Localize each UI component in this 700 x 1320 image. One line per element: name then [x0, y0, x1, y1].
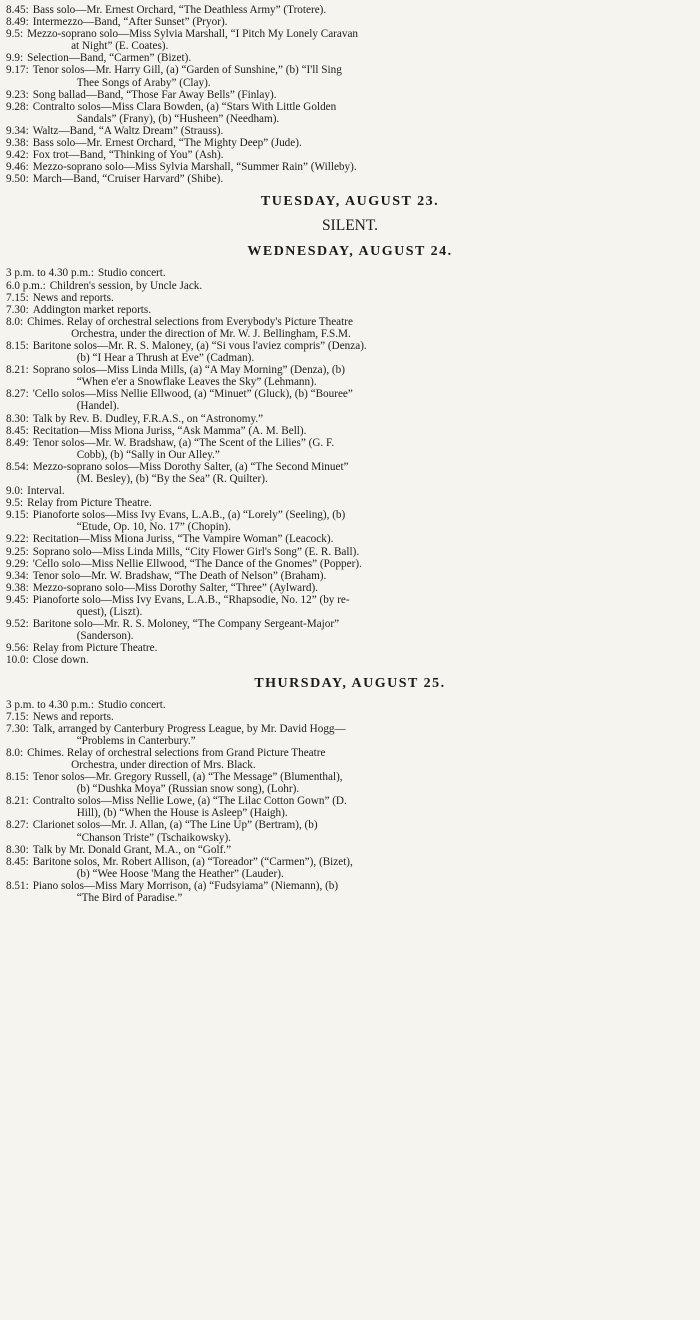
program-entry [6, 844, 694, 856]
entry-text [33, 723, 694, 747]
program-entry [6, 64, 694, 88]
entry-line: March—Band, “Cruiser Harvard” (Shibe). [32, 173, 224, 186]
entry-text [33, 413, 694, 425]
program-entry [6, 723, 694, 747]
entry-line: Sandals” (Frany), (b) “Husheen” (Needham). [76, 112, 280, 125]
entry-text [33, 461, 694, 485]
entry-line: Talk by Rev. B. Dudley, F.R.A.S., on “Astronomy.” [32, 412, 264, 425]
entry-line: Relay from Picture Theatre. [32, 642, 158, 655]
entry-line: “The Bird of Paradise.” [76, 892, 183, 904]
program-entry [6, 485, 694, 497]
program-entry [6, 340, 694, 364]
entry-time: 9.25: [6, 545, 29, 558]
entry-line: Hill), (b) “When the House is Asleep” (Haigh). [76, 807, 288, 820]
entry-line: Contralto solos—Miss Clara Bowden, (a) “Stars With Little Golden [32, 100, 337, 113]
entry-text [33, 509, 694, 533]
entry-text [33, 388, 694, 412]
program-entry [6, 267, 694, 279]
entry-text [33, 4, 694, 16]
entry-line: Baritone solos, Mr. Robert Allison, (a) “Toreador” (“Carmen”), (Bizet), [32, 855, 353, 868]
program-section [6, 243, 694, 666]
entry-line: Studio concert. [97, 267, 166, 280]
entry-time: 8.45: [6, 855, 29, 868]
program-entry [6, 618, 694, 642]
program-entry [6, 747, 694, 771]
program-entry [6, 699, 694, 711]
entry-time: 9.5: [6, 28, 24, 41]
entry-text [33, 64, 694, 88]
program-entry [6, 856, 694, 880]
entry-line: (M. Besley), (b) “By the Sea” (R. Quilter). [76, 473, 268, 485]
program-entry [6, 509, 694, 533]
program-entry [6, 161, 694, 173]
entry-line: Thee Songs of Araby” (Clay). [76, 76, 211, 89]
entry-line: Fox trot—Band, “Thinking of You” (Ash). [32, 149, 224, 162]
entry-line: (Handel). [76, 400, 120, 413]
day-heading: THURSDAY, AUGUST 25. [254, 675, 446, 691]
program-entry [6, 280, 694, 292]
program-entry [6, 137, 694, 149]
entry-line: Addington market reports. [32, 303, 152, 316]
entry-line: (Sanderson). [76, 630, 134, 643]
program-entry [6, 173, 694, 185]
entry-time: 9.0: [6, 485, 24, 498]
entry-text [98, 699, 694, 711]
entry-time: 9.34: [6, 124, 29, 137]
entry-line: Tenor solo—Mr. W. Bradshaw, “The Death of Nelson” (Braham). [32, 569, 327, 582]
entry-time: 9.42: [6, 149, 29, 162]
entry-text [27, 497, 694, 509]
entry-time: 8.30: [6, 843, 29, 856]
program-entry [6, 437, 694, 461]
entry-line: Cobb), (b) “Sally in Our Alley.” [76, 448, 220, 461]
program-entry [6, 125, 694, 137]
entry-time: 6.0 p.m.: [6, 279, 46, 292]
entry-text [33, 880, 694, 904]
entry-text [33, 364, 694, 388]
entry-text [50, 280, 694, 292]
program-entry [6, 461, 694, 485]
entry-text [27, 316, 694, 340]
entry-line: 'Cello solos—Miss Nellie Ellwood, (a) “Minuet” (Gluck), (b) “Bouree” [32, 388, 353, 401]
entry-time: 9.46: [6, 161, 29, 174]
entry-line: Chimes. Relay of orchestral selections from Everybody's Picture Theatre [27, 315, 353, 328]
entry-text [33, 844, 694, 856]
entry-line: Interval. [27, 485, 65, 498]
entry-line: Orchestra, under direction of Mrs. Black. [71, 758, 256, 771]
entry-time: 7.15: [6, 291, 29, 304]
day-heading: WEDNESDAY, AUGUST 24. [247, 244, 453, 260]
entry-time: 9.38: [6, 581, 29, 594]
program-entry [6, 388, 694, 412]
entry-time: 8.45: [6, 424, 29, 437]
entry-text [33, 437, 694, 461]
entry-line: Soprano solo—Miss Linda Mills, “City Flower Girl's Song” (E. R. Ball). [32, 545, 360, 558]
entry-text [33, 711, 694, 723]
program-entry [6, 771, 694, 795]
entry-time: 8.54: [6, 460, 29, 473]
entry-line: Pianoforte solos—Miss Ivy Evans, L.A.B., (a) “Lorely” (Seeling), (b) [32, 509, 346, 522]
program-section [6, 193, 694, 235]
entry-line: 'Cello solo—Miss Nellie Ellwood, “The Dance of the Gnomes” (Popper). [32, 557, 362, 570]
program-entry [6, 594, 694, 618]
entry-line: News and reports. [32, 291, 114, 304]
program-entry [6, 558, 694, 570]
program-entry [6, 582, 694, 594]
program-entry [6, 4, 694, 16]
entry-line: Children's session, by Uncle Jack. [49, 279, 203, 292]
program-entry [6, 497, 694, 509]
entry-text [27, 28, 694, 52]
entry-time: 8.27: [6, 819, 29, 832]
entry-text [33, 101, 694, 125]
entry-time: 9.56: [6, 642, 29, 655]
entry-text [33, 856, 694, 880]
day-note: SILENT. [321, 217, 379, 235]
entry-text [33, 654, 694, 666]
program-entry [6, 89, 694, 101]
entry-text [33, 795, 694, 819]
entry-line: quest), (Liszt). [76, 606, 143, 619]
entry-line: Intermezzo—Band, “After Sunset” (Pryor). [32, 16, 228, 29]
entry-time: 9.22: [6, 533, 29, 546]
entry-text [33, 173, 694, 185]
program-entry [6, 533, 694, 545]
entry-line: Chimes. Relay of orchestral selections from Grand Picture Theatre [27, 746, 326, 759]
entry-line: Mezzo-soprano solo—Miss Sylvia Marshall, “Summer Rain” (Willeby). [32, 161, 357, 174]
program-entry [6, 819, 694, 843]
program-entry [6, 304, 694, 316]
entry-time: 8.0: [6, 315, 24, 328]
entry-text [33, 642, 694, 654]
entry-line: at Night” (E. Coates). [71, 40, 169, 53]
program-entry [6, 364, 694, 388]
day-heading: TUESDAY, AUGUST 23. [260, 194, 440, 210]
entry-line: “Etude, Op. 10, No. 17” (Chopin). [76, 521, 231, 534]
entry-line: Talk by Mr. Donald Grant, M.A., on “Golf.” [32, 843, 232, 856]
entry-text [27, 52, 694, 64]
entry-text [33, 137, 694, 149]
entry-line: Mezzo-soprano solo—Miss Sylvia Marshall, “I Pitch My Lonely Caravan [27, 28, 358, 41]
entry-time: 9.9: [6, 52, 24, 65]
entry-time: 8.21: [6, 795, 29, 808]
entry-time: 8.49: [6, 436, 29, 449]
entry-line: “Problems in Canterbury.” [76, 734, 196, 747]
entry-line: News and reports. [32, 710, 114, 723]
program-entry [6, 880, 694, 904]
program-entry [6, 546, 694, 558]
program-entry [6, 413, 694, 425]
entry-line: Orchestra, under the direction of Mr. W. J. Bellingham, F.S.M. [71, 327, 351, 340]
entry-text [33, 570, 694, 582]
entry-text [33, 292, 694, 304]
entry-time: 8.27: [6, 388, 29, 401]
entry-line: Mezzo-soprano solo—Miss Dorothy Salter, “Three” (Aylward). [32, 581, 318, 594]
entry-time: 3 p.m. to 4.30 p.m.: [6, 698, 94, 711]
entry-text [33, 304, 694, 316]
entry-time: 8.49: [6, 16, 29, 29]
entry-time: 9.50: [6, 173, 29, 186]
entry-line: Tenor solos—Mr. Gregory Russell, (a) “The Message” (Blumenthal), [32, 771, 343, 784]
entry-text [33, 558, 694, 570]
entry-time: 9.34: [6, 569, 29, 582]
entry-line: Soprano solos—Miss Linda Mills, (a) “A May Morning” (Denza), (b) [32, 364, 345, 377]
program-entry [6, 316, 694, 340]
program-section [6, 4, 694, 185]
entry-line: (b) “Wee Hoose 'Mang the Heather” (Lauder). [76, 867, 284, 880]
entry-time: 7.30: [6, 303, 29, 316]
program-section [6, 675, 694, 905]
program-entry [6, 654, 694, 666]
entry-text [33, 582, 694, 594]
program-entry [6, 795, 694, 819]
entry-time: 8.45: [6, 4, 29, 16]
entry-time: 8.15: [6, 771, 29, 784]
entry-text [98, 267, 694, 279]
entry-line: Recitation—Miss Miona Juriss, “The Vampire Woman” (Leacock). [32, 533, 334, 546]
entry-line: Tenor solos—Mr. Harry Gill, (a) “Garden of Sunshine,” (b) “I'll Sing [32, 64, 342, 77]
program-entry [6, 28, 694, 52]
entry-time: 8.0: [6, 746, 24, 759]
entry-line: Waltz—Band, “A Waltz Dream” (Strauss). [32, 124, 224, 137]
entry-time: 9.28: [6, 100, 29, 113]
entry-line: Clarionet solos—Mr. J. Allan, (a) “The Line Up” (Bertram), (b) [32, 819, 318, 832]
entry-time: 9.15: [6, 509, 29, 522]
program-entry [6, 149, 694, 161]
program-entry [6, 16, 694, 28]
entry-text [33, 533, 694, 545]
entry-time: 9.5: [6, 497, 24, 510]
program-entry [6, 711, 694, 723]
entry-text [33, 340, 694, 364]
entry-line: Bass solo—Mr. Ernest Orchard, “The Deathless Army” (Trotere). [32, 4, 327, 16]
entry-line: Talk, arranged by Canterbury Progress League, by Mr. David Hogg— [32, 722, 346, 735]
entry-time: 9.45: [6, 593, 29, 606]
entry-time: 3 p.m. to 4.30 p.m.: [6, 267, 94, 280]
entry-text [27, 747, 694, 771]
program-entry [6, 642, 694, 654]
entry-text [33, 16, 694, 28]
entry-line: Bass solo—Mr. Ernest Orchard, “The Mighty Deep” (Jude). [32, 137, 302, 150]
entry-line: Song ballad—Band, “Those Far Away Bells” (Finlay). [32, 88, 277, 101]
program-entry [6, 292, 694, 304]
entry-line: (b) “Dushka Moya” (Russian snow song), (Lohr). [76, 783, 300, 796]
entry-text [33, 771, 694, 795]
entry-line: Piano solos—Miss Mary Morrison, (a) “Fudsyiama” (Niemann), (b) [32, 879, 339, 892]
entry-line: Close down. [32, 654, 89, 667]
entry-line: “Chanson Triste” (Tschaikowsky). [76, 831, 231, 844]
entry-line: Contralto solos—Miss Nellie Lowe, (a) “The Lilac Cotton Gown” (D. [32, 795, 347, 808]
entry-time: 8.30: [6, 412, 29, 425]
entry-time: 9.17: [6, 64, 29, 77]
entry-text [27, 485, 694, 497]
entry-line: Pianoforte solo—Miss Ivy Evans, L.A.B., “Rhapsodie, No. 12” (by re- [32, 593, 350, 606]
entry-text [33, 594, 694, 618]
program-entry [6, 52, 694, 64]
entry-line: Mezzo-soprano solos—Miss Dorothy Salter, (a) “The Second Minuet” [32, 460, 349, 473]
entry-line: Selection—Band, “Carmen” (Bizet). [27, 52, 192, 65]
entry-time: 7.15: [6, 710, 29, 723]
entry-text [33, 819, 694, 843]
program-entry [6, 425, 694, 437]
entry-time: 7.30: [6, 722, 29, 735]
entry-text [33, 546, 694, 558]
entry-time: 9.23: [6, 88, 29, 101]
program-entry [6, 101, 694, 125]
entry-line: Recitation—Miss Miona Juriss, “Ask Mamma” (A. M. Bell). [32, 424, 307, 437]
entry-line: Studio concert. [97, 698, 166, 711]
entry-text [33, 89, 694, 101]
entry-time: 8.15: [6, 339, 29, 352]
entry-time: 8.21: [6, 364, 29, 377]
entry-text [33, 618, 694, 642]
program-entry [6, 570, 694, 582]
entry-time: 9.29: [6, 557, 29, 570]
entry-line: “When e'er a Snowflake Leaves the Sky” (Lehmann). [76, 376, 317, 389]
entry-line: Tenor solos—Mr. W. Bradshaw, (a) “The Scent of the Lilies” (G. F. [32, 436, 335, 449]
entry-text [33, 125, 694, 137]
entry-time: 8.51: [6, 879, 29, 892]
entry-text [33, 425, 694, 437]
entry-text [33, 161, 694, 173]
entry-time: 10.0: [6, 654, 29, 667]
entry-line: Relay from Picture Theatre. [27, 497, 152, 510]
entry-line: (b) “I Hear a Thrush at Eve” (Cadman). [76, 352, 255, 365]
entry-time: 9.52: [6, 618, 29, 631]
entry-line: Baritone solos—Mr. R. S. Maloney, (a) “Si vous l'aviez compris” (Denza). [32, 339, 367, 352]
entry-line: Baritone solo—Mr. R. S. Moloney, “The Company Sergeant-Major” [32, 618, 340, 631]
entry-time: 9.38: [6, 137, 29, 150]
entry-text [33, 149, 694, 161]
